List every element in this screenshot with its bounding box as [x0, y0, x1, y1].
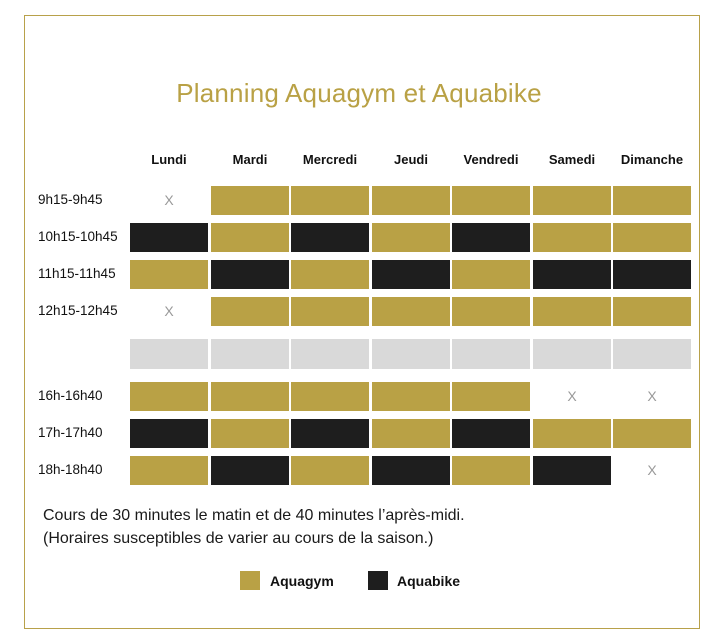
- schedule-cell-aquagym: [130, 260, 208, 289]
- day-header: Vendredi: [463, 152, 519, 167]
- schedule-cell-aquagym: [291, 456, 369, 485]
- page-title: Planning Aquagym et Aquabike: [176, 78, 542, 108]
- time-slot-label: 11h15-11h45: [38, 266, 116, 281]
- time-slot-label: 12h15-12h45: [38, 303, 118, 318]
- schedule-cell-aquagym: [211, 382, 289, 411]
- schedule-cell-aquagym: [613, 223, 691, 252]
- schedule-cell-aquabike: [372, 260, 450, 289]
- schedule-cell-aquagym: [211, 419, 289, 448]
- time-slot-label: 9h15-9h45: [38, 192, 103, 207]
- no-class-mark: X: [164, 192, 174, 208]
- schedule-cell-aquagym: [130, 382, 208, 411]
- day-header: Dimanche: [620, 152, 684, 167]
- schedule-cell-aquagym: [211, 186, 289, 215]
- schedule-cell-aquagym: [291, 260, 369, 289]
- schedule-cell-aquagym: [291, 186, 369, 215]
- schedule-cell-aquagym: [533, 297, 611, 326]
- time-slot-label: 17h-17h40: [38, 425, 103, 440]
- schedule-cell-aquagym: [372, 223, 450, 252]
- schedule-cell-empty: [613, 456, 691, 485]
- no-class-mark: X: [567, 388, 577, 404]
- schedule-cell-aquagym: [452, 297, 530, 326]
- schedule-cell-aquabike: [452, 419, 530, 448]
- no-class-mark: X: [647, 462, 657, 478]
- schedule-cell-empty: [533, 382, 611, 411]
- day-header: Samedi: [548, 152, 596, 167]
- schedule-separator-cell: [291, 339, 369, 369]
- schedule-cell-aquabike: [372, 456, 450, 485]
- schedule-cell-aquagym: [533, 223, 611, 252]
- schedule-cell-aquagym: [452, 456, 530, 485]
- legend-aquagym-swatch: [240, 571, 260, 590]
- schedule-cell-empty: [613, 382, 691, 411]
- legend-aquabike-label: Aquabike: [397, 573, 461, 589]
- schedule-cell-aquabike: [211, 456, 289, 485]
- schedule-cell-aquabike: [452, 223, 530, 252]
- schedule-cell-aquagym: [452, 186, 530, 215]
- schedule-cell-aquagym: [533, 419, 611, 448]
- schedule-cell-aquabike: [533, 260, 611, 289]
- day-header: Jeudi: [394, 152, 428, 167]
- no-class-mark: X: [647, 388, 657, 404]
- note-line-2: (Horaires susceptibles de varier au cours de la saison.): [43, 530, 434, 547]
- schedule-cell-aquagym: [533, 186, 611, 215]
- schedule-separator-cell: [452, 339, 530, 369]
- time-slot-label: 18h-18h40: [38, 462, 103, 477]
- day-header: Mardi: [232, 152, 268, 167]
- schedule-cell-aquagym: [613, 297, 691, 326]
- schedule-cell-aquabike: [291, 223, 369, 252]
- schedule-cell-empty: [130, 297, 208, 326]
- schedule-cell-aquagym: [452, 260, 530, 289]
- day-header: Mercredi: [302, 152, 358, 167]
- schedule-cell-aquagym: [211, 297, 289, 326]
- time-slot-label: 10h15-10h45: [38, 229, 118, 244]
- legend-aquabike-swatch: [368, 571, 388, 590]
- time-slot-label: 16h-16h40: [38, 388, 103, 403]
- schedule-cell-aquagym: [613, 419, 691, 448]
- schedule-cell-empty: [130, 186, 208, 215]
- day-header: Lundi: [151, 152, 187, 167]
- schedule-separator-cell: [533, 339, 611, 369]
- no-class-mark: X: [164, 303, 174, 319]
- schedule-cell-aquagym: [372, 297, 450, 326]
- schedule-cell-aquagym: [613, 186, 691, 215]
- schedule-cell-aquabike: [130, 223, 208, 252]
- schedule-cell-aquabike: [613, 260, 691, 289]
- schedule-separator-cell: [130, 339, 208, 369]
- schedule-cell-aquagym: [372, 186, 450, 215]
- schedule-separator-cell: [613, 339, 691, 369]
- schedule-cell-aquagym: [372, 419, 450, 448]
- schedule-cell-aquagym: [372, 382, 450, 411]
- schedule-cell-aquabike: [533, 456, 611, 485]
- schedule-cell-aquabike: [291, 419, 369, 448]
- schedule-cell-aquagym: [291, 382, 369, 411]
- schedule-cell-aquagym: [211, 223, 289, 252]
- schedule-separator-cell: [211, 339, 289, 369]
- legend-aquagym-label: Aquagym: [270, 573, 334, 589]
- note-line-1: Cours de 30 minutes le matin et de 40 minutes l’après-midi.: [43, 507, 465, 524]
- schedule-cell-aquabike: [130, 419, 208, 448]
- schedule-cell-aquagym: [452, 382, 530, 411]
- schedule-cell-aquagym: [291, 297, 369, 326]
- schedule-cell-aquabike: [211, 260, 289, 289]
- schedule-separator-cell: [372, 339, 450, 369]
- schedule-cell-aquagym: [130, 456, 208, 485]
